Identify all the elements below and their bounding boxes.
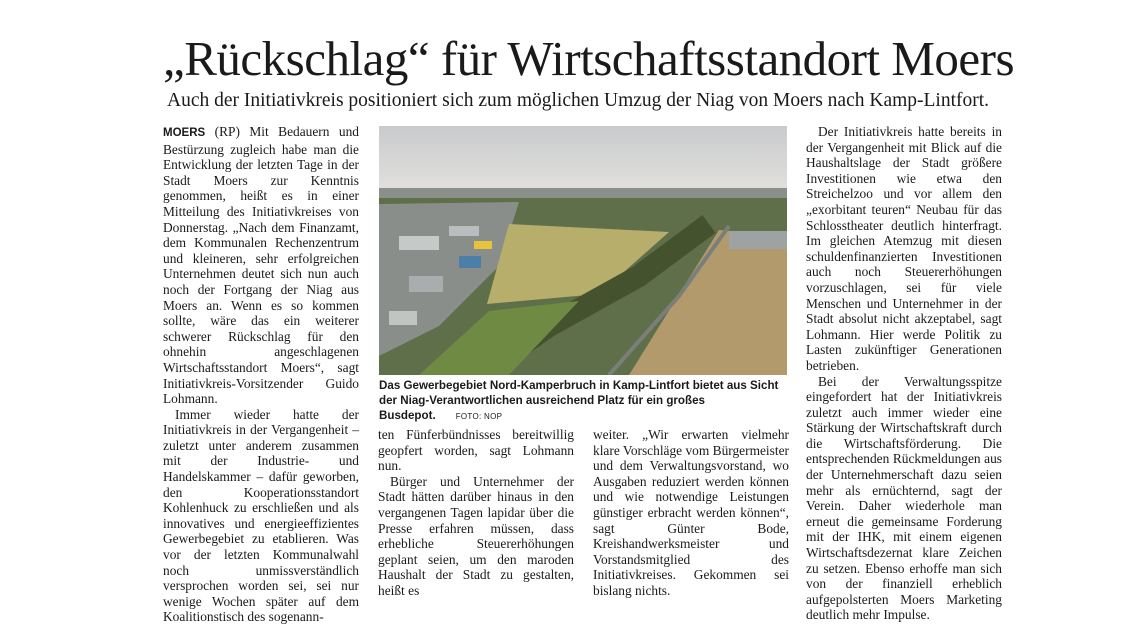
paragraph: Bürger und Unternehmer der Stadt hätten darüber hinaus in den vergangenen Tagen lapidar über die Presse erfahren müssen, dass erhebliche Steuererhöhungen geplant seien, um den maroden Haushalt der Stadt zu gestalten, heißt es <box>378 473 574 598</box>
subheadline: Auch der Initiativkreis positioniert sich zum möglichen Umzug der Niag von Moers nach Kamp-Lintfort. <box>167 90 990 111</box>
aerial-landscape-image <box>379 126 787 375</box>
paragraph: ten Fünferbündnisses bereitwillig geopfert worden, sagt Lohmann nun. <box>378 427 574 474</box>
photo-credit: FOTO: NOP <box>455 412 503 421</box>
text-column-4 <box>806 124 1002 623</box>
paragraph: Immer wieder hatte der Initiativkreis in der Vergangenheit – zuletzt unter anderem zusammen mit der Industrie- und Handelskammer – dafür geworben, den Kooperationsstandort Kohlenhuck zu erschließen und als innovatives und energieeffizientes Gewerbegebiet zu etablieren. Was vor der letzten Kommunalwahl noch unmissverständlich versprochen worden sei, sei nur wenige Wochen später auf dem Koalitionstisch des sogenann- <box>163 406 359 625</box>
dateline: MOERS <box>163 127 206 139</box>
text-column-2 <box>378 427 574 599</box>
paragraph: Bei der Verwaltungsspitze eingefordert hat der Initiativkreis zuletzt auch immer wieder eine Stärkung der Wirtschaftskraft durch die Wirtschaftsförderung. Die entsprechenden Rückmeldungen aus der Unternehmerschaft dazu seien mehr als ernüchternd, sagt der Verein. Daher wiederhole man erneut die gemeinsame Forderung mit der IHK, mit einem eigenen Wirtschaftsdezernat klare Zeichen zu setzen. Ebenso erhoffe man sich von der finanziell erheblich aufgepolsterten Moers Marketing deutlich mehr Impulse. <box>806 373 1002 623</box>
text-column-3 <box>593 427 789 599</box>
photo-caption <box>379 378 787 424</box>
aerial-photo <box>379 126 787 375</box>
caption-text: Das Gewerbegebiet Nord-Kamperbruch in Kamp-Lintfort bietet aus Sicht der Niag-Verantwortlichen ausreichend Platz für ein großes Busdepot. <box>379 379 779 422</box>
paragraph: weiter. „Wir erwarten vielmehr klare Vorschläge vom Bürgermeister und dem Verwaltungsvorstand, wo Ausgaben reduziert werden können und wie notwendige Leistungen günstiger erbracht werden können“, sagt Günter Bode, Kreishandwerksmeister und Vorstandsmitglied des Initiativkreises. Gekommen sei bislang nichts. <box>593 427 789 598</box>
paragraph: Der Initiativkreis hatte bereits in der Vergangenheit mit Blick auf die Haushaltslage der Stadt größere Investitionen wie etwa den Streichelzoo und vor allem den „exorbitant teuren“ Neubau für das Schlosstheater deutlich hinterfragt. Im gleichen Atemzug mit diesen schuldenfinanzierten Investitionen auch noch Steuererhöhungen vorzuschlagen, sei für viele Menschen und Unternehmer in der Stadt absolut nicht akzeptabel, sagt Lohmann. Hier werde Politik zu Lasten zukünftiger Generationen betrieben. <box>806 124 1002 373</box>
text-column-1 <box>163 124 359 625</box>
paragraph-text: (RP) Mit Bedauern und Bestürzung zugleich habe man die Entwicklung der letzten Tage in der Stadt Moers zur Kenntnis genommen, heißt es in einer Mitteilung des Initiativkreises von Donnerstag. „Nach dem Finanzamt, dem Kommunalen Rechenzentrum und kleineren, sehr erfolgreichen Unternehmen deutet sich nun auch noch der Fortgang der Niag aus Moers an. Wenn es so kommen sollte, wäre das ein weiterer schwerer Rückschlag für den ohnehin angeschlagenen Wirtschaftsstandort Moers“, sagt Initiativkreis-Vorsitzender Guido Lohmann. <box>163 124 359 407</box>
headline: „Rückschlag“ für Wirtschaftsstandort Moers <box>163 31 1015 86</box>
paragraph <box>163 124 359 407</box>
